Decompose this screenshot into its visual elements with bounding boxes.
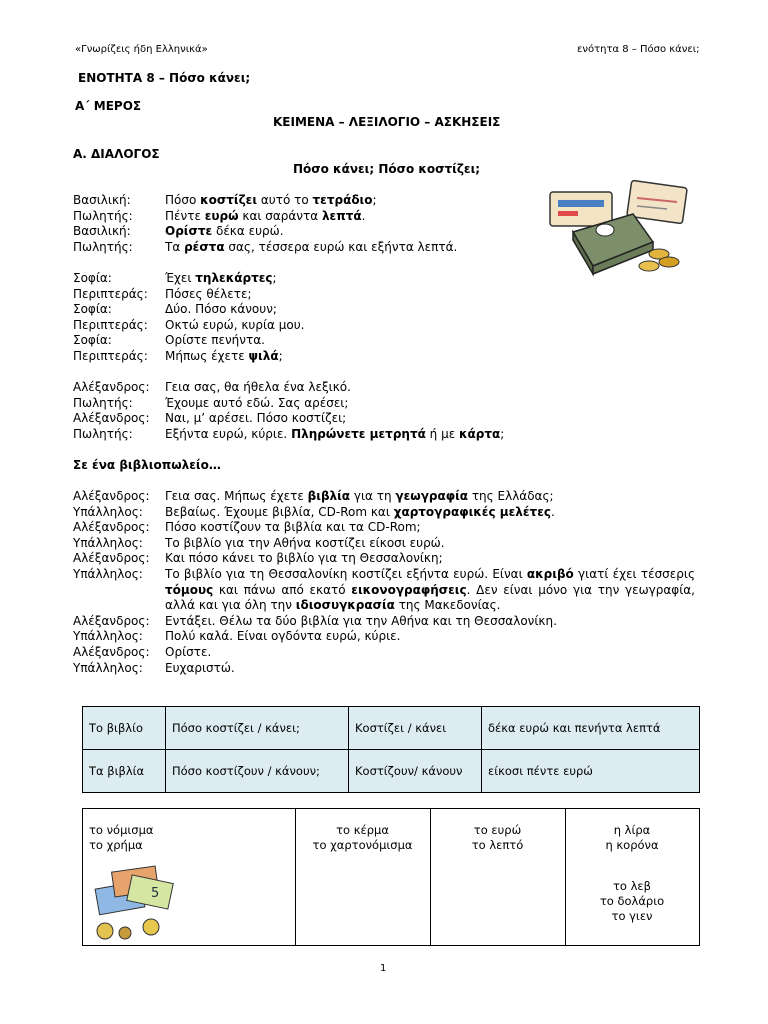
header-right: ενότητα 8 – Πόσο κάνει; — [577, 44, 700, 55]
table-cell: Τα βιβλία — [83, 750, 166, 793]
unit-title: ΕΝΟΤΗΤΑ 8 – Πόσο κάνει; — [78, 71, 251, 85]
dialogue-line-speaker — [73, 567, 143, 583]
page-number: 1 — [380, 963, 387, 974]
part-heading: Α΄ ΜΕΡΟΣ — [75, 99, 142, 113]
table-cell: είκοσι πέντε ευρώ — [482, 750, 700, 793]
utterance: Δύο. Πόσο κάνουν; — [165, 302, 277, 317]
utterance: Πολύ καλά. Είναι ογδόντα ευρώ, κύριε. — [165, 629, 401, 644]
utterance: Έχουμε αυτό εδώ. Σας αρέσει; — [165, 395, 349, 410]
vocab-word: το γιεν — [611, 909, 653, 923]
money-stack-icon — [545, 180, 690, 280]
utterance: Και πόσο κάνει το βιβλίο για τη Θεσσαλονίκη; — [165, 551, 443, 566]
bookshop-heading: Σε ένα βιβλιοπωλείο… — [73, 458, 221, 472]
vocab-word: το ευρώ — [473, 823, 522, 837]
utterance: Τα ρέστα σας, τέσσερα ευρώ και εξήντα λεπτά. — [165, 239, 458, 254]
dialogue-line — [73, 240, 457, 256]
money-table — [82, 808, 700, 946]
dialogue-line — [73, 333, 265, 349]
utterance: Γεια σας. Μήπως έχετε βιβλία για τη γεωγραφία της Ελλάδας; — [165, 489, 554, 503]
dialogue-heading: Α. ΔΙΑΛΟΓΟΣ — [73, 147, 160, 161]
dialogue-line — [73, 629, 400, 645]
dialogue-line — [73, 505, 555, 521]
svg-text:5: 5 — [151, 886, 160, 901]
table-cell: δέκα ευρώ και πενήντα λεπτά — [482, 707, 700, 750]
money-col-2 — [295, 823, 430, 853]
dialogue-line — [73, 661, 235, 677]
dialogue-line — [73, 287, 251, 303]
euro-notes-icon — [91, 857, 179, 942]
speaker: Αλέξανδρος: — [73, 411, 150, 426]
dialogue-line — [73, 224, 284, 240]
speaker: Σοφία: — [73, 302, 112, 317]
vocab-word: η λίρα — [613, 823, 651, 837]
table-cell: Πόσο κοστίζουν / κάνουν; — [166, 750, 349, 793]
long-utterance: Το βιβλίο για τη Θεσσαλονίκη κοστίζει εξήντα ευρώ. Είναι ακριβό γιατί έχει τέσσερις τόμους και πάνω από εκατό εικονογραφήσεις. Δεν είναι μόνο για την γεωγραφία, αλλά και για όλη την ιδιοσυγκρασία της Μακεδονίας. — [165, 567, 695, 613]
speaker: Πωλητής: — [73, 239, 133, 254]
dialogue-line — [73, 536, 445, 552]
vocab-word: το λεπτό — [471, 838, 524, 852]
utterance: Έχει τηλεκάρτες; — [165, 271, 277, 285]
speaker: Πωλητής: — [73, 395, 133, 410]
vocab-word: το κέρμα — [336, 823, 389, 837]
vocab-word: το χαρτονόμισμα — [312, 838, 413, 852]
speaker: Υπάλληλος: — [73, 504, 143, 519]
dialogue-line — [73, 551, 443, 567]
utterance: Βεβαίως. Έχουμε βιβλία, CD-Rom και χαρτογραφικές μελέτες. — [165, 504, 555, 519]
speaker: Αλέξανδρος: — [73, 520, 150, 535]
dialogue-line — [73, 489, 554, 505]
speaker: Σοφία: — [73, 333, 112, 348]
dialogue-line — [73, 271, 277, 287]
dialogue-line — [73, 193, 377, 209]
utterance: Ορίστε δέκα ευρώ. — [165, 224, 284, 239]
speaker: Αλέξανδρος: — [73, 489, 150, 503]
speaker: Περιπτεράς: — [73, 317, 148, 332]
dialogue-line — [73, 427, 504, 443]
utterance: Ορίστε πενήντα. — [165, 333, 265, 348]
dialogue-line — [73, 380, 351, 396]
price-table — [82, 706, 700, 793]
vocab-word: το νόμισμα — [89, 823, 154, 837]
speaker: Υπάλληλος: — [73, 567, 143, 581]
table-cell: Πόσο κοστίζει / κάνει; — [166, 707, 349, 750]
speaker: Υπάλληλος: — [73, 535, 143, 550]
vocab-word: η κορόνα — [605, 838, 659, 852]
speaker: Περιπτεράς: — [73, 286, 148, 301]
utterance: Ευχαριστώ. — [165, 660, 235, 675]
utterance: Ναι, μ’ αρέσει. Πόσο κοστίζει; — [165, 411, 347, 426]
dialogue-subtitle: Πόσο κάνει; Πόσο κοστίζει; — [293, 162, 481, 176]
speaker: Πωλητής: — [73, 426, 133, 441]
speaker: Αλέξανδρος: — [73, 551, 150, 566]
speaker: Σοφία: — [73, 271, 112, 285]
dialogue-line — [73, 302, 277, 318]
dialogue-line — [73, 349, 283, 365]
dialogue-line — [73, 209, 365, 225]
utterance: Εξήντα ευρώ, κύριε. Πληρώνετε μετρητά ή με κάρτα; — [165, 426, 505, 441]
speaker: Υπάλληλος: — [73, 660, 143, 675]
money-col-3 — [430, 823, 565, 853]
utterance: Μήπως έχετε ψιλά; — [165, 349, 283, 363]
table-cell: Το βιβλίο — [83, 707, 166, 750]
utterance: Πέντε ευρώ και σαράντα λεπτά. — [165, 208, 366, 223]
table-row — [83, 750, 700, 793]
money-col-1 — [89, 823, 153, 853]
utterance: Το βιβλίο για την Αθήνα κοστίζει είκοσι ευρώ. — [165, 535, 445, 550]
table-cell: Κοστίζει / κάνει — [349, 707, 482, 750]
speaker: Πωλητής: — [73, 208, 133, 223]
utterance: Πόσο κοστίζουν τα βιβλία και τα CD-Rom; — [165, 520, 421, 535]
dialogue-line — [73, 614, 557, 630]
dialogue-line — [73, 645, 211, 661]
utterance: Ορίστε. — [165, 645, 212, 659]
dialogue-line — [73, 318, 304, 334]
vocab-word: το δολάριο — [599, 894, 665, 908]
vocab-word: το χρήμα — [89, 838, 143, 852]
table-row — [83, 707, 700, 750]
speaker: Αλέξανδρος: — [73, 645, 150, 659]
speaker: Υπάλληλος: — [73, 629, 143, 644]
money-col-4-bottom — [565, 879, 699, 924]
speaker: Αλέξανδρος: — [73, 613, 150, 628]
utterance: Γεια σας, θα ήθελα ένα λεξικό. — [165, 380, 351, 394]
utterance: Πόσο κοστίζει αυτό το τετράδιο; — [165, 193, 377, 207]
header-left: «Γνωρίζεις ήδη Ελληνικά» — [75, 44, 208, 55]
dialogue-line — [73, 411, 346, 427]
utterance: Οκτώ ευρώ, κυρία μου. — [165, 317, 305, 332]
dialogue-line — [73, 396, 348, 412]
speaker: Βασιλική: — [73, 224, 131, 239]
utterance: Εντάξει. Θέλω τα δύο βιβλία για την Αθήνα και τη Θεσσαλονίκη. — [165, 613, 557, 628]
speaker: Αλέξανδρος: — [73, 380, 150, 394]
vocab-word: το λεβ — [613, 879, 651, 893]
utterance: Πόσες θέλετε; — [165, 286, 252, 301]
table-cell: Κοστίζουν/ κάνουν — [349, 750, 482, 793]
dialogue-line — [73, 520, 421, 536]
money-col-4-top — [565, 823, 699, 853]
speaker: Περιπτεράς: — [73, 349, 148, 363]
speaker: Βασιλική: — [73, 193, 131, 207]
section-title: ΚΕΙΜΕΝΑ – ΛΕΞΙΛΟΓΙΟ – ΑΣΚΗΣΕΙΣ — [273, 115, 501, 129]
